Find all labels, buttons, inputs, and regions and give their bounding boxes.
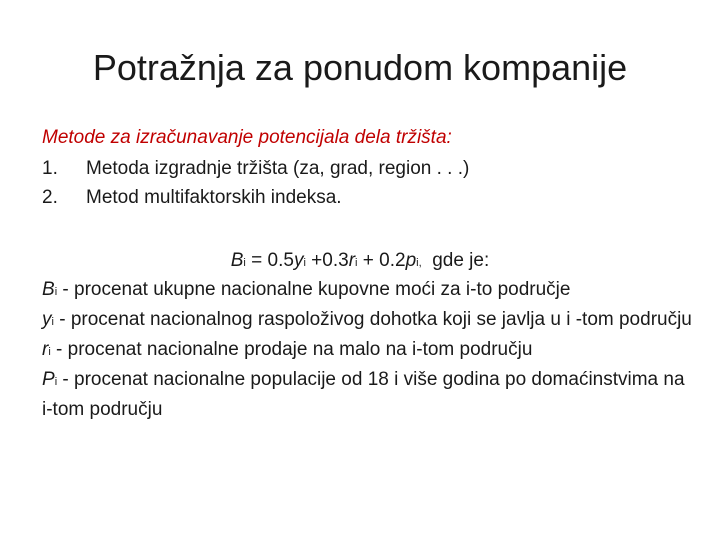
definition-subscript: i [51,316,54,328]
formula-subscript: i [243,257,246,269]
definition-subscript: i [54,286,58,298]
list-text: Metod multifaktorskih indeksa. [86,187,342,208]
list-item [42,154,469,183]
definition-var: y [42,309,52,330]
formula-var-p: p [405,250,417,271]
formula-var-b: B [230,250,244,271]
definition-subscript: i [48,346,51,358]
formula-subscript: i [303,257,306,269]
formula-subscript: i, [416,257,422,269]
slide-title: Potražnja za ponudom kompanije [92,47,628,88]
definitions [42,276,692,424]
formula-text: + 0.2 [357,250,406,271]
definition-text: - procenat nacionalne populacije od 18 i više godina po domaćinstvima na i-tom području [42,369,685,420]
formula-var-r: r [348,250,356,271]
list-text: Metoda izgradnje tržišta (za, grad, region . . .) [86,158,470,179]
formula-var-y: y [293,250,304,271]
list-item [42,183,469,212]
definition-item [42,336,692,366]
subtitle: Metode za izračunavanje potencijala dela tržišta: [42,127,452,148]
formula-text: = 0.5 [245,250,294,271]
formula-subscript: i [355,257,358,269]
list-number: 1. [42,158,58,179]
definition-item [42,366,692,424]
definition-var: P [42,369,55,390]
definition-text: - procenat nacionalnog raspoloživog dohotka koji se javlja u i -tom području [53,309,692,330]
list-number: 2. [42,187,58,208]
methods-list [42,154,469,212]
formula-tail: gde je: [421,250,490,271]
formula [0,246,720,278]
definition-text: - procenat ukupne nacionalne kupovne moći za i-to područje [57,279,571,300]
definition-text: - procenat nacionalne prodaje na malo na i-tom području [50,339,533,360]
definition-item [42,306,692,336]
definition-var: r [42,339,49,360]
definition-subscript: i [54,376,58,388]
definition-item [42,276,692,306]
formula-text: +0.3 [305,250,349,271]
definition-var: B [42,279,55,300]
